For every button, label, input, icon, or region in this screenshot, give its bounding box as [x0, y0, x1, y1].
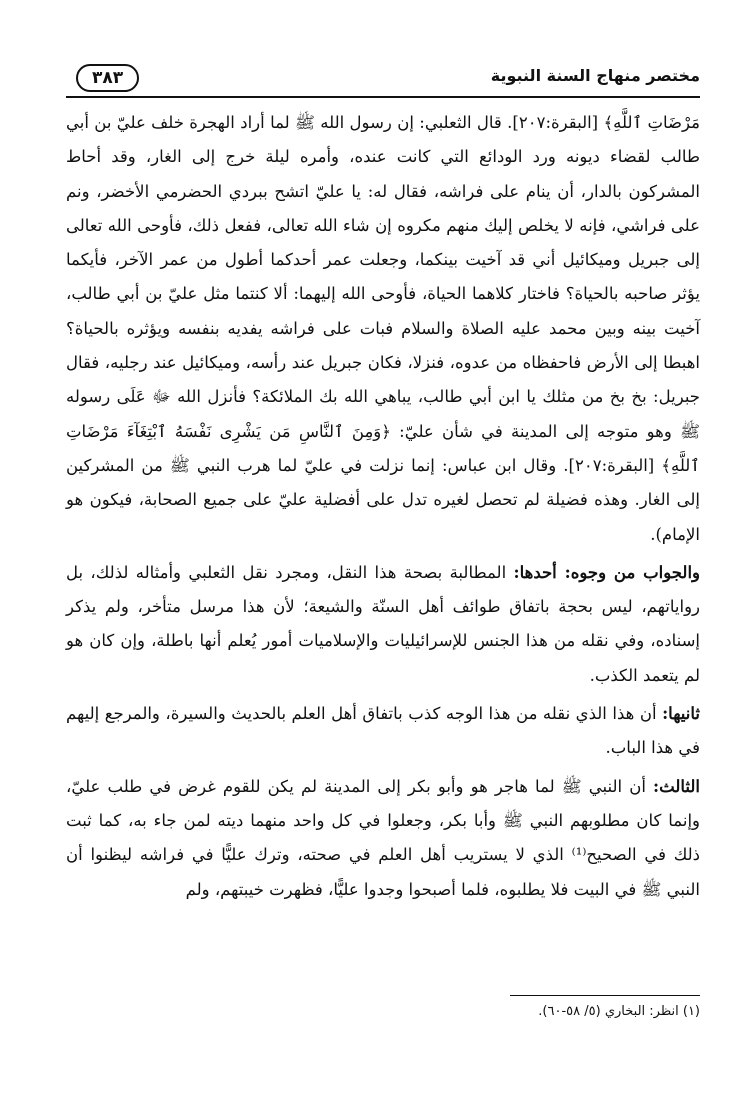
paragraph-heading: والجواب من وجوه: أحدها:: [513, 562, 700, 582]
paragraph-quote-continuation: [66, 106, 700, 552]
paragraph-text: مَرْضَاتِ ٱللَّهِ﴾ [البقرة:٢٠٧]. قال الثعلبي: إن رسول الله ﷺ لما أراد الهجرة خلف عليّ بن أبي طالب لقضاء ديونه ورد الودائع التي كانت عنده، وأمره ليلة خرج إلى الغار، وقد أحاط المشركون بالدار، أن ينام على فراشه، فقال له: يا عليّ اتشح ببردي الحضرمي الأخضر، ونم على فراشي، فإنه لا يخلص إليك منهم مكروه إن شاء الله تعالى، ففعل ذلك، فأوحى الله تعالى إلى جبريل وميكائيل أني قد آخيت بينكما، وجعلت عمر أحدكما أطول من عمر الآخر، فأيكما يؤثر صاحبه بالحياة؟ فاختار كلاهما الحياة، فأوحى الله إليهما: ألا كنتما مثل عليّ بن أبي طالب، آخيت بينه وبين محمد عليه الصلاة والسلام فبات على فراشه يفديه بنفسه ويؤثره بالحياة؟ اهبطا إلى الأرض فاحفظاه من عدوه، فنزلا، فكان جبريل عند رأسه، وميكائيل عند رجليه، فقال جبريل: بخ بخ من مثلك يا ابن أبي طالب، يباهي الله بك الملائكة؟ فأنزل الله ﷻ عَلَى رسوله ﷺ وهو متوجه إلى المدينة في شأن عليّ: ﴿وَمِنَ ٱلنَّاسِ مَن يَشْرِى نَفْسَهُ ٱبْتِغَآءَ مَرْضَاتِ ٱللَّهِ﴾ [البقرة:٢٠٧]. وقال ابن عباس: إنما نزلت في عليّ لما هرب النبي ﷺ من المشركين إلى الغار. وهذه فضيلة لم تحصل لغيره تدل على أفضلية عليّ على جميع الصحابة، فيكون هو الإمام).: [66, 113, 700, 544]
paragraph-answer-third: [66, 770, 700, 907]
header-divider: [66, 96, 700, 98]
page-number: ٣٨٣: [76, 64, 139, 92]
paragraph-answer-first: [66, 556, 700, 693]
paragraph-heading: الثالث:: [653, 776, 700, 796]
footnote-divider: [510, 995, 700, 996]
book-title: مختصر منهاج السنة النبوية: [490, 66, 700, 85]
paragraph-text: أن النبي ﷺ لما هاجر هو وأبو بكر إلى المدينة لم يكن للقوم غرض في طلب عليّ، وإنما كان مطلوبهم النبي ﷺ وأبا بكر، وجعلوا في كل واحد منهما ديته لمن جاء به، كما ثبت ذلك في الصحيح⁽¹⁾ الذي لا يستريب أهل العلم في صحته، وترك عليًّا في فراشه ليظنوا أن النبي ﷺ في البيت فلا يطلبوه، فلما أصبحوا وجدوا عليًّا، فظهرت خيبتهم، ولم: [66, 776, 700, 899]
paragraph-text: أن هذا الذي نقله من هذا الوجه كذب باتفاق أهل العلم بالحديث والسيرة، والمرجع إليهم في هذا الباب.: [66, 704, 700, 758]
paragraph-heading: ثانيها:: [662, 704, 700, 724]
paragraph-text: المطالبة بصحة هذا النقل، ومجرد نقل الثعلبي وأمثاله لذلك، بل رواياتهم، ليس بحجة باتفاق طوائف أهل السنّة والشيعة؛ لأن هذا مرسل متأخر، ولم يذكر إسناده، وفي نقله من هذا الجنس للإسرائيليات والإسلاميات أمور يُعلم أنها باطلة، وإن كان هو لم يتعمد الكذب.: [66, 562, 700, 685]
main-text: [66, 106, 700, 907]
running-header: [66, 60, 700, 100]
book-page: [66, 60, 700, 907]
paragraph-answer-second: [66, 697, 700, 766]
footnote: (١) انظر: البخاري (٥/ ٥٨-٦٠).: [538, 1004, 700, 1019]
